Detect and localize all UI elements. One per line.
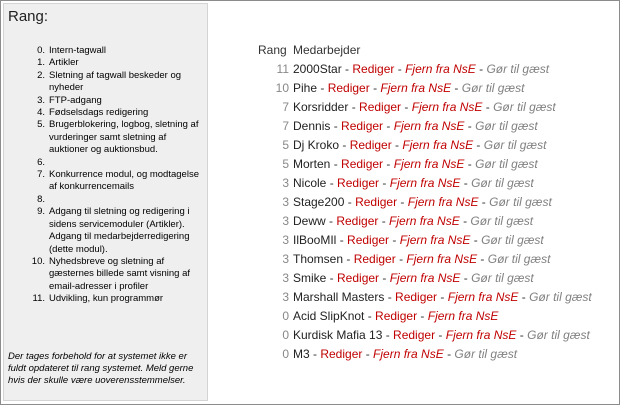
make-guest-link[interactable]: Gør til gæst [454, 347, 518, 361]
make-guest-link[interactable]: Gør til gæst [475, 119, 538, 133]
separator: - [325, 214, 337, 228]
rank-number: 7 . [8, 169, 49, 194]
separator: - [394, 62, 406, 76]
member-row [258, 81, 592, 100]
remove-link[interactable]: Fjern fra NsE [407, 195, 479, 209]
separator: - [348, 100, 360, 114]
member-name: Pihe [293, 81, 318, 95]
make-guest-link[interactable]: Gør til gæst [475, 157, 538, 171]
rank-description: Adgang til sletning og redigering i sidens servicemoduler (Artikler). Adgang til medarbejderredigering (dette modul). [49, 206, 190, 255]
remove-link[interactable]: Fjern fra NsE [393, 119, 465, 133]
member-cell [293, 309, 498, 328]
rank-description: Konkurrence modul, og modtagelse af konkurrencemails [49, 169, 199, 193]
rank-description [49, 157, 204, 169]
member-rank: 10 [275, 81, 289, 95]
rank-description: Udvikling, kun programmør [49, 293, 164, 305]
separator: - [477, 252, 488, 266]
separator: - [336, 233, 348, 247]
edit-link[interactable]: Rediger [320, 347, 363, 361]
rank-item [8, 57, 208, 69]
make-guest-link[interactable]: Gør til gæst [527, 328, 590, 342]
members-header [258, 43, 592, 62]
separator: - [343, 252, 354, 266]
member-row [258, 176, 592, 195]
make-guest-link[interactable]: Gør til gæst [483, 138, 547, 152]
rank-number: 3 . [8, 95, 49, 107]
member-cell [293, 100, 556, 119]
make-guest-link[interactable]: Gør til gæst [471, 271, 534, 285]
remove-link[interactable]: Fjern fra NsE [405, 62, 476, 76]
member-row [258, 309, 592, 328]
rank-description: Brugerblokering, logbog, sletning af vurderinger samt sletning af auktioner og auktionsbud. [49, 119, 199, 156]
rank-description: Intern-tagwall [49, 45, 107, 56]
member-row [258, 119, 592, 138]
separator: - [459, 214, 471, 228]
member-cell [293, 176, 534, 195]
rank-number: 11 . [8, 293, 49, 305]
member-rows [258, 62, 592, 366]
member-cell [293, 195, 552, 214]
remove-link[interactable]: Fjern fra NsE [373, 347, 444, 361]
make-guest-link[interactable]: Gør til gæst [481, 233, 544, 247]
separator: - [330, 119, 342, 133]
member-cell [293, 62, 549, 81]
separator: - [451, 81, 462, 95]
member-name: IlBooMIl [293, 233, 337, 247]
member-row [258, 233, 592, 252]
separator: - [443, 347, 455, 361]
rank-number: 1 . [8, 57, 49, 69]
member-row [258, 290, 592, 309]
rank-description [49, 194, 204, 206]
remove-link[interactable]: Fjern fra NsE [389, 271, 461, 285]
member-rank: 3 [282, 176, 289, 190]
member-row [258, 252, 592, 271]
member-name: Deww [293, 214, 326, 228]
member-rank: 3 [282, 233, 289, 247]
member-name: Morten [293, 157, 331, 171]
separator: - [369, 81, 381, 95]
member-rank: 7 [282, 119, 289, 133]
rank-description: FTP-adgang [49, 94, 102, 106]
edit-link[interactable]: Rediger [341, 157, 384, 171]
separator: - [383, 157, 394, 171]
separator: - [391, 138, 403, 152]
member-rank: 7 [282, 100, 289, 114]
member-row [258, 271, 592, 290]
separator: - [473, 138, 484, 152]
member-rank: 11 [276, 62, 289, 76]
separator: - [382, 328, 394, 342]
rank-list [8, 45, 208, 306]
member-cell [293, 81, 524, 100]
disclaimer-text: Der tages forbehold for at systemet ikke er fuldt opdateret til rang systemet. Meld gerne hvis der skulle være uoverensstemmelser. [8, 351, 194, 387]
member-rank: 0 [282, 347, 289, 361]
member-rank: 3 [282, 214, 289, 228]
member-row [258, 138, 592, 157]
member-cell [293, 271, 534, 290]
members-table [258, 43, 592, 366]
member-cell [293, 157, 538, 176]
rank-item [8, 256, 208, 293]
separator: - [384, 290, 396, 304]
separator: - [518, 290, 530, 304]
header-member: Medarbejder [293, 43, 361, 57]
separator: - [378, 214, 390, 228]
edit-link[interactable]: Rediger [337, 271, 380, 285]
member-name: M3 [293, 347, 310, 361]
edit-link[interactable]: Rediger [375, 309, 418, 323]
member-rank: 0 [282, 328, 289, 342]
rank-item [8, 119, 208, 156]
member-name: Kurdisk Mafia 13 [293, 328, 383, 342]
edit-link[interactable]: Rediger [349, 138, 392, 152]
separator: - [482, 100, 494, 114]
separator: - [464, 157, 476, 171]
separator: - [464, 119, 476, 133]
member-rank: 3 [282, 252, 289, 266]
rank-item [8, 70, 208, 95]
member-rank: 0 [282, 309, 289, 323]
edit-link[interactable]: Rediger [336, 214, 379, 228]
rank-item [8, 293, 208, 305]
member-name: 2000Star [293, 62, 342, 76]
separator: - [364, 309, 376, 323]
member-name: Korsridder [293, 100, 349, 114]
edit-link[interactable]: Rediger [355, 195, 398, 209]
member-cell [293, 290, 592, 309]
edit-link[interactable]: Rediger [352, 62, 395, 76]
rank-number: 8 . [8, 194, 49, 206]
rank-item [8, 95, 208, 107]
member-rank: 5 [282, 138, 289, 152]
make-guest-link[interactable]: Gør til gæst [470, 214, 534, 228]
rank-legend-panel [3, 3, 208, 401]
edit-link[interactable]: Rediger [347, 233, 390, 247]
rank-description: Nyhedsbreve og sletning af gæsternes billede samt visning af email-adresser i profiler [49, 255, 190, 292]
edit-link[interactable]: Rediger [341, 119, 384, 133]
edit-link[interactable]: Rediger [395, 290, 438, 304]
member-rank: 5 [282, 157, 289, 171]
remove-link[interactable]: Fjern fra NsE [427, 309, 499, 323]
remove-link[interactable]: Fjern fra NsE [411, 100, 483, 114]
separator: - [435, 328, 446, 342]
separator: - [395, 252, 407, 266]
rank-panel-title: Rang: [8, 8, 49, 25]
member-name: Smike [293, 271, 327, 285]
separator: - [309, 347, 321, 361]
separator: - [341, 62, 353, 76]
remove-link[interactable]: Fjern fra NsE [393, 157, 465, 171]
member-name: Nicole [293, 176, 327, 190]
remove-link[interactable]: Fjern fra NsE [380, 81, 452, 95]
remove-link[interactable]: Fjern fra NsE [389, 214, 460, 228]
member-name: Stage200 [293, 195, 345, 209]
member-cell [293, 347, 517, 366]
separator: - [437, 290, 448, 304]
rank-item [8, 157, 208, 169]
separator: - [516, 328, 528, 342]
remove-link[interactable]: Fjern fra NsE [399, 233, 471, 247]
separator: - [460, 176, 472, 190]
separator: - [362, 347, 374, 361]
rank-number: 6 . [8, 157, 49, 169]
rank-item [8, 45, 208, 57]
member-row [258, 347, 592, 366]
make-guest-link[interactable]: Gør til gæst [493, 100, 556, 114]
edit-link[interactable]: Rediger [337, 176, 380, 190]
separator: - [317, 81, 328, 95]
member-row [258, 100, 592, 119]
member-name: Acid SlipKnot [293, 309, 365, 323]
separator: - [326, 271, 338, 285]
remove-link[interactable]: Fjern fra NsE [402, 138, 474, 152]
member-cell [293, 214, 533, 233]
member-name: Marshall Masters [293, 290, 385, 304]
rank-number: 10 . [8, 256, 49, 293]
make-guest-link[interactable]: Gør til gæst [487, 252, 551, 266]
member-name: Dj Kroko [293, 138, 340, 152]
remove-link[interactable]: Fjern fra NsE [389, 176, 461, 190]
make-guest-link[interactable]: Gør til gæst [461, 81, 525, 95]
edit-link[interactable]: Rediger [393, 328, 436, 342]
member-row [258, 328, 592, 347]
member-rank: 3 [282, 290, 289, 304]
member-row [258, 157, 592, 176]
make-guest-link[interactable]: Gør til gæst [489, 195, 552, 209]
rank-description: Fødselsdags redigering [49, 107, 149, 119]
remove-link[interactable]: Fjern fra NsE [445, 328, 517, 342]
make-guest-link[interactable]: Gør til gæst [529, 290, 592, 304]
header-rank: Rang [258, 43, 287, 57]
member-rank: 3 [282, 195, 289, 209]
make-guest-link[interactable]: Gør til gæst [486, 62, 550, 76]
rank-number: 5 . [8, 119, 49, 156]
rank-description: Sletning af tagwall beskeder og nyheder [49, 69, 182, 94]
member-name: Dennis [293, 119, 331, 133]
member-row [258, 62, 592, 81]
separator: - [339, 138, 350, 152]
separator: - [401, 100, 412, 114]
separator: - [344, 195, 356, 209]
separator: - [417, 309, 428, 323]
separator: - [379, 271, 390, 285]
edit-link[interactable]: Rediger [327, 81, 370, 95]
remove-link[interactable]: Fjern fra NsE [406, 252, 478, 266]
rank-number: 0 . [8, 45, 49, 57]
rank-item [8, 169, 208, 194]
member-rank: 3 [282, 271, 289, 285]
separator: - [475, 62, 487, 76]
rank-item [8, 194, 208, 206]
separator: - [397, 195, 408, 209]
rank-item [8, 107, 208, 119]
member-name: Thomsen [293, 252, 344, 266]
edit-link[interactable]: Rediger [359, 100, 402, 114]
member-cell [293, 119, 538, 138]
separator: - [470, 233, 482, 247]
rank-number: 4 . [8, 107, 49, 119]
rank-description: Artikler [49, 57, 79, 69]
member-row [258, 195, 592, 214]
remove-link[interactable]: Fjern fra NsE [447, 290, 519, 304]
member-cell [293, 252, 550, 271]
separator: - [330, 157, 342, 171]
rank-number: 9 . [8, 206, 49, 256]
rank-number: 2 . [8, 70, 49, 95]
separator: - [478, 195, 490, 209]
edit-link[interactable]: Rediger [353, 252, 396, 266]
make-guest-link[interactable]: Gør til gæst [471, 176, 534, 190]
member-cell [293, 138, 546, 157]
rank-item [8, 206, 208, 256]
member-cell [293, 328, 590, 347]
separator: - [326, 176, 338, 190]
separator: - [460, 271, 472, 285]
separator: - [383, 119, 394, 133]
member-row [258, 214, 592, 233]
separator: - [389, 233, 400, 247]
member-cell [293, 233, 544, 252]
separator: - [379, 176, 390, 190]
